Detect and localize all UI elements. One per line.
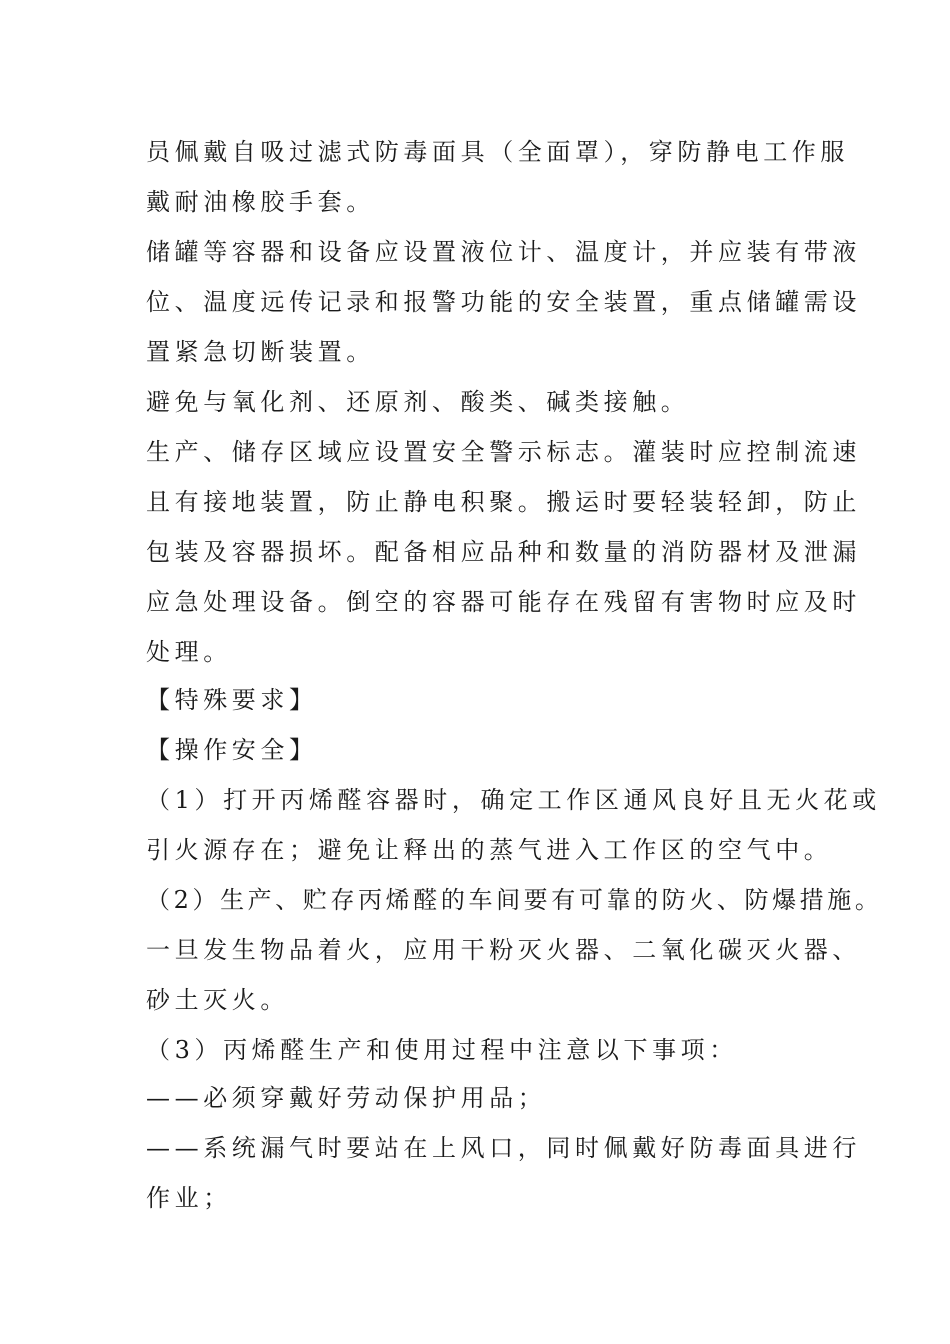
body-text-line: 位、温度远传记录和报警功能的安全装置，重点储罐需设 (146, 288, 861, 316)
body-text-line: 生产、储存区域应设置安全警示标志。灌装时应控制流速 (146, 438, 861, 466)
list-item: ——必须穿戴好劳动保护用品； (146, 1084, 547, 1112)
body-text-line: 包装及容器损坏。配备相应品种和数量的消防器材及泄漏 (146, 538, 861, 566)
body-text-line: 应急处理设备。倒空的容器可能存在残留有害物时应及时 (146, 588, 861, 616)
body-text-line: 避免与氧化剂、还原剂、酸类、碱类接触。 (146, 388, 690, 416)
body-text-line: 一旦发生物品着火，应用干粉灭火器、二氧化碳灭火器、 (146, 936, 861, 964)
body-text-line: 戴耐油橡胶手套。 (146, 188, 375, 216)
list-item: ——系统漏气时要站在上风口，同时佩戴好防毒面具进行 (146, 1134, 861, 1162)
body-text-line: 置紧急切断装置。 (146, 338, 375, 366)
body-text-line: （3）丙烯醛生产和使用过程中注意以下事项： (146, 1036, 738, 1064)
body-text-line: 且有接地装置，防止静电积聚。搬运时要轻装轻卸，防止 (146, 488, 861, 516)
body-text-line: （1）打开丙烯醛容器时，确定工作区通风良好且无火花或 (146, 786, 881, 814)
body-text-line: （2）生产、贮存丙烯醛的车间要有可靠的防火、防爆措施。 (146, 886, 883, 914)
body-text-line: 砂土灭火。 (146, 986, 289, 1014)
body-text-line: 引火源存在；避免让释出的蒸气进入工作区的空气中。 (146, 836, 833, 864)
body-text-line: 处理。 (146, 638, 232, 666)
body-text-line: 员佩戴自吸过滤式防毒面具（全面罩），穿防静电工作服 (146, 138, 849, 166)
body-text-line: 作业； (146, 1184, 232, 1212)
section-heading: 【特殊要求】 (146, 686, 318, 714)
body-text-line: 储罐等容器和设备应设置液位计、温度计，并应装有带液 (146, 238, 861, 266)
section-heading: 【操作安全】 (146, 736, 318, 764)
